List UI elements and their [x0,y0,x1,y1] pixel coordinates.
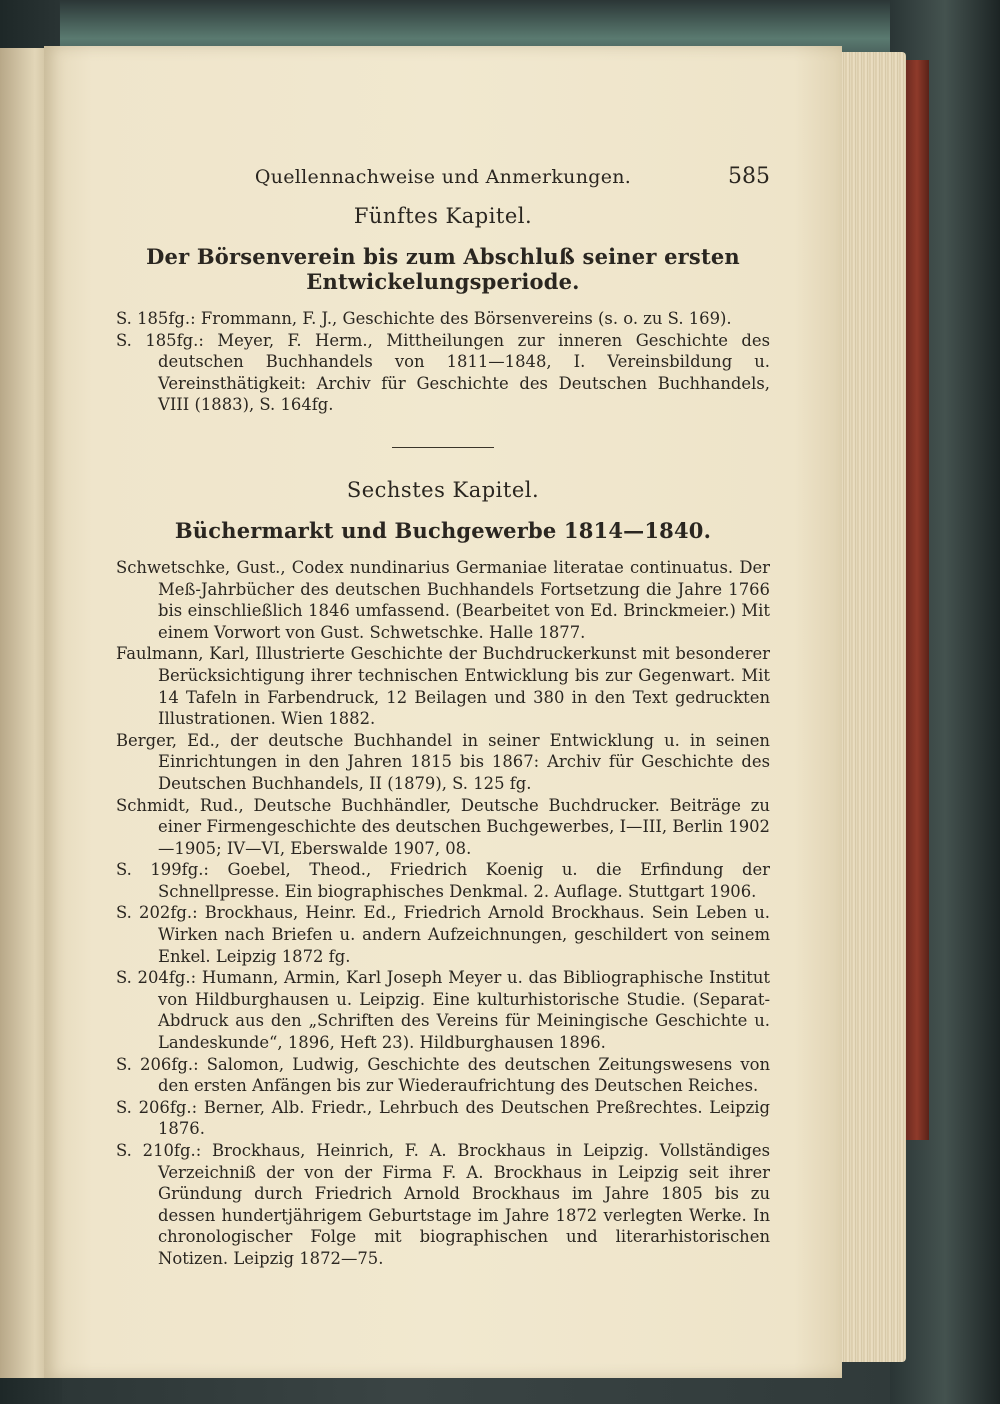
section-title: Büchermarkt und Buchgewerbe 1814—1840. [174,517,712,543]
bibliography-entry: S. 206fg.: Salomon, Ludwig, Geschichte des deutschen Zeitungswesens von den ersten Anfängen bis zur Wiederaufrichtung des Deutschen Reiches. [116,1054,770,1096]
bibliography-entry: Berger, Ed., der deutsche Buchhandel in seiner Entwicklung u. in seinen Einrichtungen in den Jahren 1815 bis 1867: Archiv für Geschichte des Deutschen Buchhandels, II (1879), S. 125 fg. [116,730,770,793]
bibliography-entry: S. 185fg.: Frommann, F. J., Geschichte des Börsenvereins (s. o. zu S. 169). [116,309,732,328]
bibliography-entry: S. 199fg.: Goebel, Theod., Friedrich Koenig u. die Erfindung der Schnellpresse. Ein biographisches Denkmal. 2. Auflage. Stuttgart 1906. [116,860,770,901]
bibliography-entry: S. 202fg.: Brockhaus, Heinr. Ed., Friedrich Arnold Brockhaus. Sein Leben u. Wirken nach Briefen u. andern Aufzeichnungen, geschildert von seinem Enkel. Leipzig 1872 fg. [116,903,770,966]
bibliography-entry: Faulmann, Karl, Illustrierte Geschichte der Buchdruckerkunst mit besonderer Berücksichtigung ihrer technischen Entwicklung bis zur Gegenwart. Mit 14 Tafeln in Farbendruck, 12 Beilagen und 380 in den Text gedruckten Illustrationen. Wien 1882. [116,644,770,729]
page-number: 585 [728,164,770,189]
running-head [116,158,770,198]
bibliography-entry: Schwetschke, Gust., Codex nundinarius Germaniae literatae continuatus. Der Meß-Jahrbücher des deutschen Buchhandels Fortsetzung die Jahre 1766 bis einschließlich 1846 umfassend. (Bearbeitet von Ed. Brinckmeier.) Mit einem Vorwort von Gust. Schwetschke. Halle 1877. [116,557,770,642]
running-title: Quellennachweise und Anmerkungen. [254,166,632,188]
book-page [44,46,842,1378]
chapter-title: Sechstes Kapitel. [346,477,540,502]
left-page-edge [0,48,50,1378]
section-divider [392,447,494,448]
section-title: Der Börsenverein bis zum Abschluß seiner ersten Entwickelungsperiode. [146,244,740,294]
page-content [116,158,770,1270]
bibliography-entry: S. 210fg.: Brockhaus, Heinrich, F. A. Brockhaus in Leipzig. Vollständiges Verzeichniß der von der Firma F. A. Brockhaus in Leipzig seit ihrer Gründung durch Friedrich Arnold Brockhaus im Jahre 1805 bis zu dessen hundertjährigem Geburtstage im Jahre 1872 verlegten Werke. In chronologischer Folge mit biographischen und literarhistorischen Notizen. Leipzig 1872—75. [116,1141,770,1268]
chapter-6 [116,478,770,1270]
bibliography-entry: S. 206fg.: Berner, Alb. Friedr., Lehrbuch des Deutschen Preßrechtes. Leipzig 1876. [116,1097,770,1139]
page-edges [838,52,906,1362]
bibliography-entry: Schmidt, Rud., Deutsche Buchhändler, Deutsche Buchdrucker. Beiträge zu einer Firmengeschichte des deutschen Buchgewerbes, I—III, Berlin 1902—1905; IV—VI, Eberswalde 1907, 08. [116,795,770,858]
book-spine-label [905,60,929,1140]
chapter-5 [116,204,770,416]
bibliography-entry: S. 204fg.: Humann, Armin, Karl Joseph Meyer u. das Bibliographische Institut von Hildburghausen u. Leipzig. Eine kulturhistorische Studie. (Separat-Abdruck aus den „Schriften des Vereins für Meiningische Geschichte u. Landeskunde“, 1896, Heft 23). Hildburghausen 1896. [116,968,770,1053]
chapter-title: Fünftes Kapitel. [353,204,533,228]
bibliography-entry: S. 185fg.: Meyer, F. Herm., Mittheilungen zur inneren Geschichte des deutschen Buchhandels von 1811—1848, I. Vereinsbildung u. Vereinsthätigkeit: Archiv für Geschichte des Deutschen Buchhandels, VIII (1883), S. 164fg. [116,330,770,415]
